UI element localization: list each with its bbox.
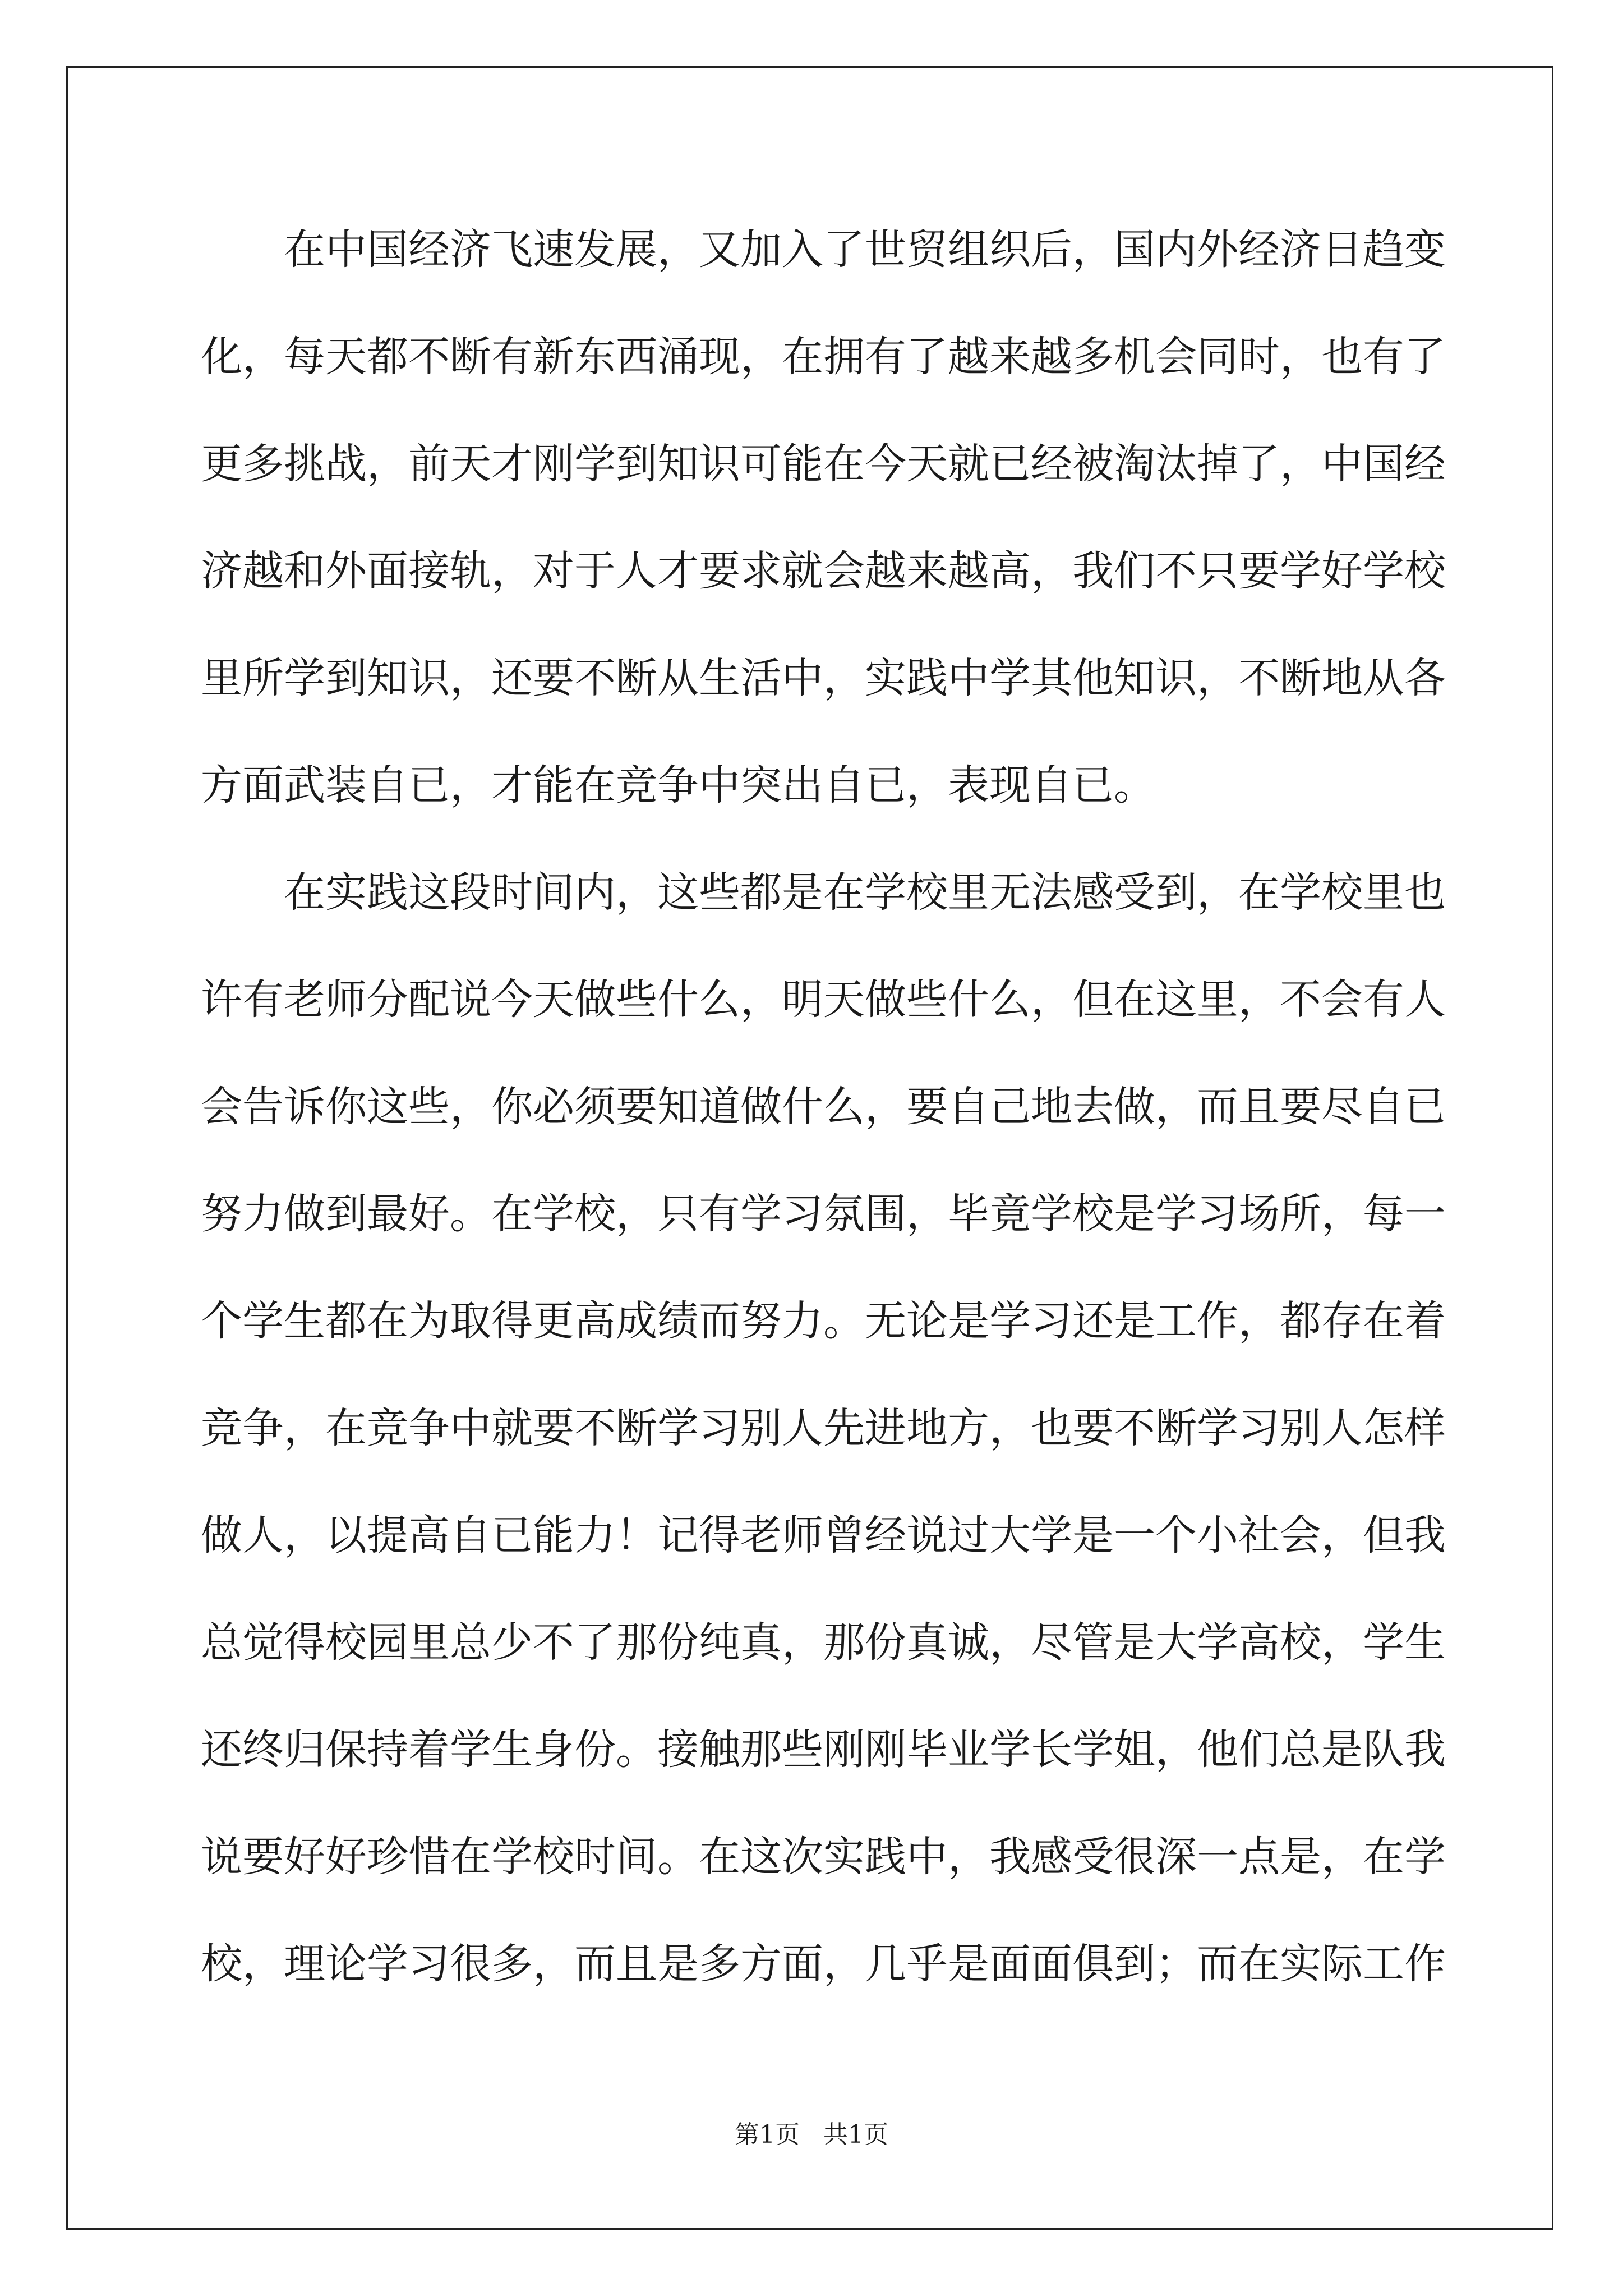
paragraph-2-line-6: 竞争，在竞争中就要不断学习别人先进地方，也要不断学习别人怎样 [201, 1404, 1446, 1452]
paragraph-2-line-10: 说要好好珍惜在学校时间。在这次实践中，我感受很深一点是，在学 [201, 1833, 1446, 1881]
paragraph-2-line-1: 在实践这段时间内，这些都是在学校里无法感受到，在学校里也 [284, 868, 1446, 917]
paragraph-2-line-7: 做人，以提高自已能力！记得老师曾经说过大学是一个小社会，但我 [201, 1511, 1446, 1559]
document-body [201, 219, 1446, 2040]
paragraph-2-line-8: 总觉得校园里总少不了那份纯真，那份真诚，尽管是大学高校，学生 [201, 1618, 1446, 1667]
page-number-footer: 第1页 共1页 [735, 2120, 888, 2149]
paragraph-1-line-2: 化，每天都不断有新东西涌现，在拥有了越来越多机会同时，也有了 [201, 333, 1446, 381]
paragraph-2-line-3: 会告诉你这些，你必须要知道做什么，要自己地去做，而且要尽自已 [201, 1083, 1446, 1131]
paragraph-2-line-5: 个学生都在为取得更高成绩而努力。无论是学习还是工作，都存在着 [201, 1297, 1446, 1345]
paragraph-1-line-3: 更多挑战，前天才刚学到知识可能在今天就已经被淘汰掉了，中国经 [201, 440, 1446, 488]
paragraph-2-line-9: 还终归保持着学生身份。接触那些刚刚毕业学长学姐，他们总是队我 [201, 1726, 1446, 1774]
paragraph-2-line-11: 校，理论学习很多，而且是多方面，几乎是面面俱到；而在实际工作 [201, 1940, 1446, 1988]
paragraph-2-line-4: 努力做到最好。在学校，只有学习氛围，毕竟学校是学习场所，每一 [201, 1190, 1446, 1238]
paragraph-1-line-4: 济越和外面接轨，对于人才要求就会越来越高，我们不只要学好学校 [201, 547, 1446, 595]
paragraph-2-line-2: 许有老师分配说今天做些什么，明天做些什么，但在这里，不会有人 [201, 976, 1446, 1024]
paragraph-1-line-1: 在中国经济飞速发展，又加入了世贸组织后，国内外经济日趋变 [284, 226, 1446, 274]
paragraph-1-line-5: 里所学到知识，还要不断从生活中，实践中学其他知识，不断地从各 [201, 654, 1446, 702]
paragraph-1-line-6: 方面武装自已，才能在竞争中突出自已，表现自已。 [201, 761, 1155, 809]
